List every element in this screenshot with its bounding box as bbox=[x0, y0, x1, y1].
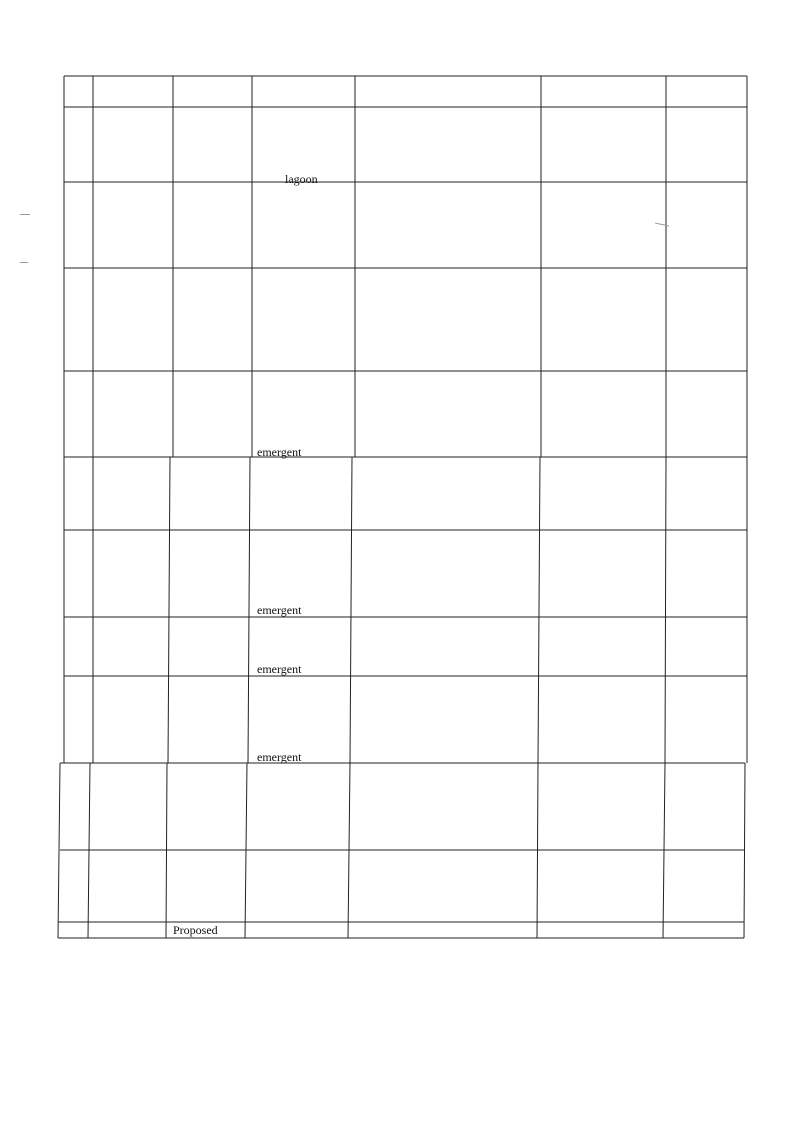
cell-text-emergent: emergent bbox=[257, 750, 302, 764]
column-line bbox=[350, 457, 352, 763]
column-line bbox=[537, 763, 538, 938]
cell-text-emergent: emergent bbox=[257, 603, 302, 617]
cell-text-emergent: emergent bbox=[257, 662, 302, 676]
table-border-right bbox=[744, 763, 745, 938]
cell-text-proposed: Proposed bbox=[173, 923, 218, 937]
cell-text-lagoon: lagoon bbox=[285, 172, 318, 186]
column-line bbox=[168, 457, 170, 763]
column-line bbox=[538, 457, 540, 763]
column-line bbox=[665, 457, 666, 763]
column-line bbox=[248, 457, 250, 763]
cell-text-emergent: emergent bbox=[257, 445, 302, 459]
scan-speck bbox=[20, 262, 28, 263]
column-line bbox=[166, 763, 167, 938]
scan-speck bbox=[20, 214, 30, 215]
table-border-left bbox=[58, 763, 60, 938]
